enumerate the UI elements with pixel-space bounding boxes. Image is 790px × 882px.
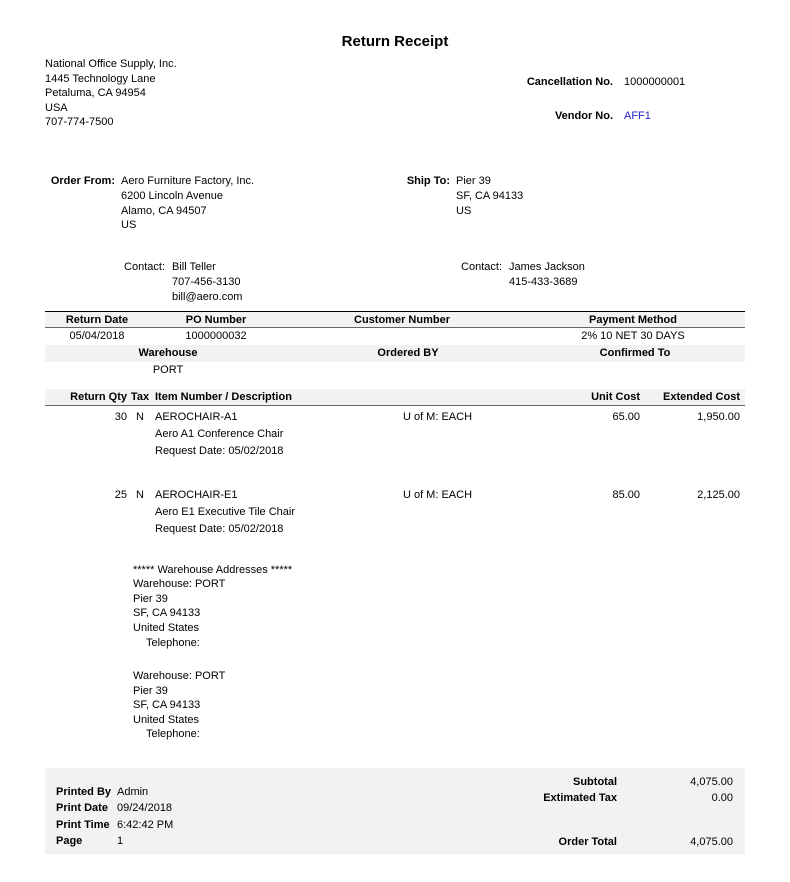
subtotal-row [45, 774, 745, 790]
page-number-value: 1 [117, 834, 124, 847]
order-from-address [121, 174, 254, 233]
print-time-row [56, 817, 173, 833]
order-from-block [45, 174, 405, 233]
warehouse-value: PORT [152, 363, 184, 376]
col-header-unit-cost: Unit Cost [591, 390, 640, 403]
item-extended-cost: 1,950.00 [697, 410, 740, 423]
warehouse-addresses-heading: ***** Warehouse Addresses ***** [133, 563, 293, 576]
line-items-table [45, 389, 745, 539]
order-from-label: Order From: [50, 174, 115, 187]
page-label: Page [56, 834, 83, 847]
contact-name: Bill Teller [172, 261, 216, 274]
warehouse-address-line: Pier 39 [133, 684, 168, 697]
col-header-item-description: Item Number / Description [155, 390, 292, 403]
contact-details [172, 260, 242, 304]
document-refs [445, 57, 745, 130]
contacts-section [45, 260, 745, 304]
cancellation-no-row [445, 75, 745, 90]
item-return-qty: 25 [114, 488, 127, 501]
contact-email: bill@aero.com [172, 290, 243, 303]
estimated-tax-row [45, 790, 745, 806]
cancellation-no-value: 1000000001 [624, 76, 686, 88]
company-address-line: USA [45, 101, 68, 114]
contact-label: Contact: [124, 261, 165, 274]
item-request-date: Request Date: 05/02/2018 [155, 445, 284, 458]
item-uom: U of M: EACH [402, 488, 473, 501]
item-description: Aero E1 Executive Tile Chair [155, 505, 296, 518]
items-header-row [45, 389, 745, 406]
print-date-value: 09/24/2018 [117, 802, 173, 815]
cancellation-no-label: Cancellation No. [526, 76, 613, 88]
po-number-value: 1000000032 [185, 329, 247, 342]
footer-summary [45, 768, 745, 854]
order-from-line: Alamo, CA 94507 [121, 204, 207, 217]
contact-label: Contact: [461, 261, 502, 274]
ship-to-block [405, 174, 523, 233]
col-header-warehouse: Warehouse [138, 346, 198, 359]
order-from-line: Aero Furniture Factory, Inc. [121, 174, 255, 187]
contact-details [509, 260, 585, 304]
ordered-by-value [291, 362, 525, 379]
line-item-main-row [45, 487, 745, 504]
confirmed-to-value [525, 362, 745, 379]
item-request-date: Request Date: 05/02/2018 [155, 523, 284, 536]
document-title: Return Receipt [341, 33, 449, 50]
col-header-ordered-by: Ordered BY [377, 346, 439, 359]
warehouse-telephone-label: Telephone: [146, 636, 200, 649]
order-from-line: 6200 Lincoln Avenue [121, 189, 223, 202]
order-total-block [45, 834, 745, 850]
item-return-qty: 30 [114, 410, 127, 423]
header-section [45, 57, 745, 130]
contact-name: James Jackson [509, 261, 585, 274]
warehouse-address-line: United States [133, 713, 200, 726]
payment-method-value: 2% 10 NET 30 DAYS [581, 329, 685, 342]
vendor-no-link[interactable]: AFF1 [624, 109, 651, 122]
col-header-confirmed-to: Confirmed To [599, 346, 671, 359]
order-total-value: 4,075.00 [690, 836, 733, 849]
print-time-value: 6:42:42 PM [117, 818, 174, 831]
totals-block [45, 774, 745, 806]
printed-by-value: Admin [117, 786, 149, 799]
item-unit-cost: 85.00 [612, 488, 640, 501]
warehouse-address-block [133, 669, 790, 742]
warehouse-address-line: United States [133, 621, 200, 634]
subtotal-label: Subtotal [573, 776, 617, 789]
ship-to-line: SF, CA 94133 [456, 189, 524, 202]
company-address-block [45, 57, 177, 130]
printed-by-label: Printed By [56, 786, 112, 799]
ship-to-label: Ship To: [406, 174, 450, 187]
print-date-label: Print Date [56, 802, 108, 815]
line-item [45, 409, 745, 461]
order-total-row [45, 834, 745, 850]
col-header-payment-method: Payment Method [588, 313, 677, 326]
print-time-label: Print Time [56, 818, 110, 831]
warehouse-address-line: SF, CA 94133 [133, 699, 201, 712]
ship-to-contact [405, 260, 585, 304]
parties-section [45, 174, 745, 233]
item-tax-flag: N [136, 410, 144, 423]
contact-phone: 415-433-3689 [509, 275, 578, 288]
line-item [45, 487, 745, 539]
item-number: AEROCHAIR-E1 [155, 488, 238, 501]
item-unit-cost: 65.00 [612, 410, 640, 423]
col-header-return-date: Return Date [65, 313, 129, 326]
warehouse-name: Warehouse: PORT [133, 578, 226, 591]
subtotal-value: 4,075.00 [690, 776, 733, 789]
order-from-line: US [121, 219, 137, 232]
item-extended-cost: 2,125.00 [697, 488, 740, 501]
company-name: National Office Supply, Inc. [45, 58, 177, 70]
warehouse-telephone-label: Telephone: [146, 728, 200, 741]
warehouse-addresses-section [133, 563, 790, 743]
order-info-value-row [45, 328, 745, 345]
warehouse-header-row [45, 345, 745, 362]
col-header-tax: Tax [130, 390, 150, 403]
item-description: Aero A1 Conference Chair [155, 427, 284, 440]
contact-phone: 707-456-3130 [172, 275, 241, 288]
warehouse-address-line: Pier 39 [133, 592, 168, 605]
col-header-po-number: PO Number [185, 313, 247, 326]
warehouse-address-line: SF, CA 94133 [133, 607, 201, 620]
order-from-contact [45, 260, 405, 304]
col-header-extended-cost: Extended Cost [662, 390, 740, 403]
order-info-header-row [45, 311, 745, 328]
order-info-table [45, 311, 745, 379]
company-address-line: 1445 Technology Lane [45, 72, 156, 85]
estimated-tax-label: Extimated Tax [543, 792, 617, 805]
item-uom: U of M: EACH [402, 410, 473, 423]
return-date-value: 05/04/2018 [69, 329, 125, 342]
customer-number-value [283, 328, 521, 345]
col-header-spacer [345, 389, 530, 405]
company-address-line: Petaluma, CA 94954 [45, 87, 146, 100]
col-header-customer-number: Customer Number [354, 313, 450, 326]
ship-to-line: Pier 39 [456, 174, 491, 187]
warehouse-value-row [45, 362, 745, 379]
vendor-no-label: Vendor No. [554, 109, 613, 122]
estimated-tax-value: 0.00 [711, 792, 733, 805]
vendor-no-row [445, 109, 745, 124]
ship-to-address [456, 174, 523, 233]
warehouse-address-block [133, 577, 790, 650]
item-tax-flag: N [136, 488, 144, 501]
ship-to-line: US [456, 204, 472, 217]
line-item-main-row [45, 409, 745, 426]
company-phone: 707-774-7500 [45, 116, 114, 129]
item-number: AEROCHAIR-A1 [155, 410, 238, 423]
col-header-return-qty: Return Qty [70, 390, 127, 403]
warehouse-name: Warehouse: PORT [133, 670, 226, 683]
order-total-label: Order Total [558, 836, 617, 849]
